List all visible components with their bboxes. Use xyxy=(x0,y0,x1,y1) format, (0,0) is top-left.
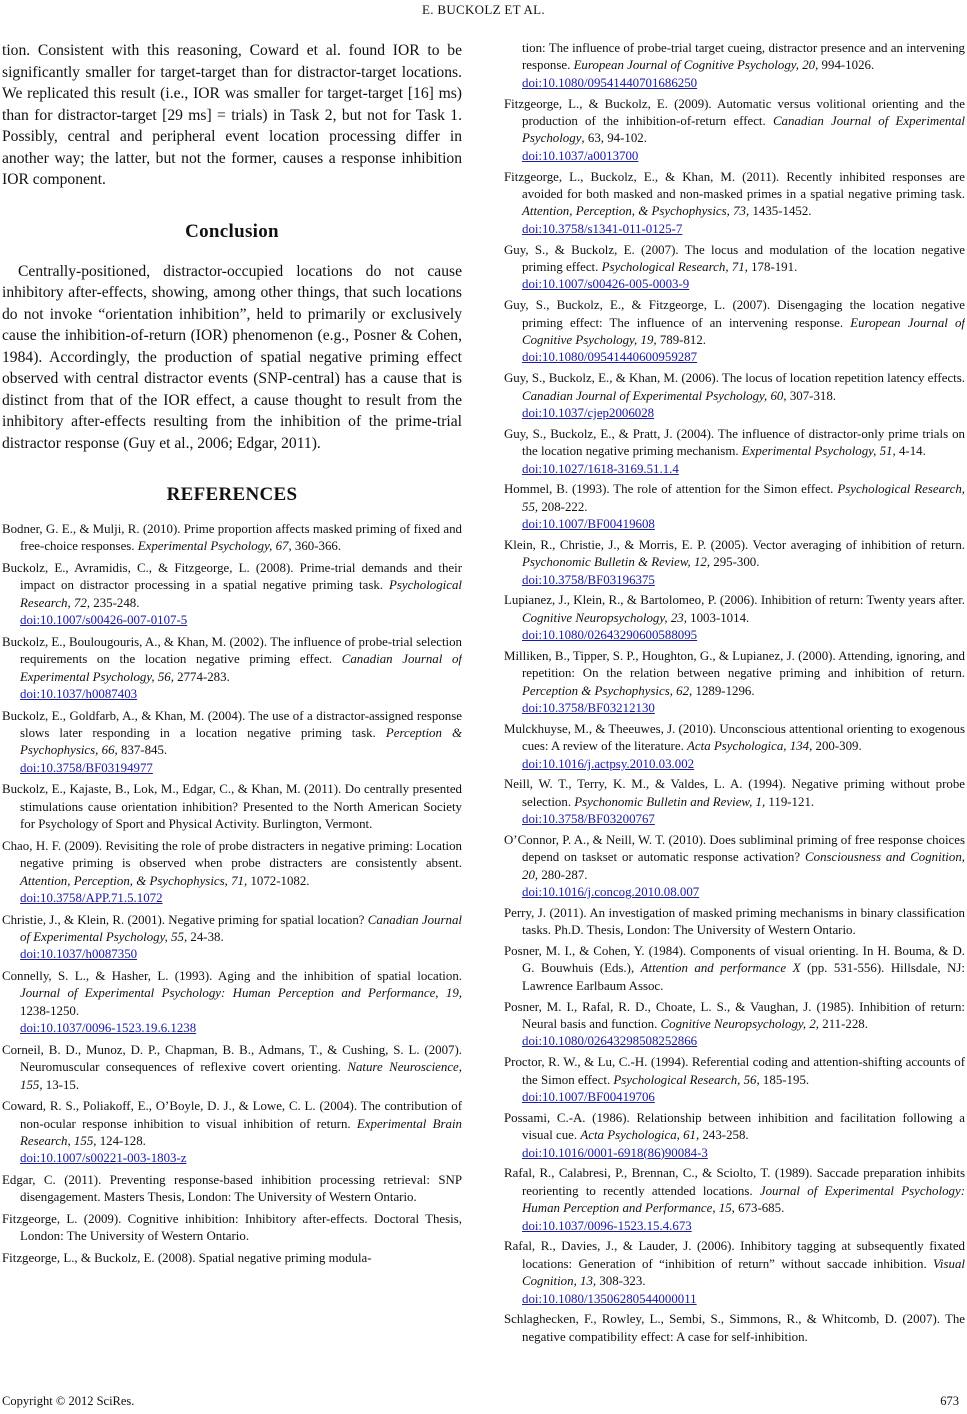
reference-pages: 185-195. xyxy=(759,1072,810,1087)
reference-pages: 308-323. xyxy=(596,1274,646,1289)
reference-journal: Acta Psychologica, 134, xyxy=(687,739,813,754)
reference-text: Milliken, B., Tipper, S. P., Houghton, G., & Lupianez, J. (2000). Attending, ignoring, and repetition: On the relation between negative priming and inhibition of return. xyxy=(504,648,965,681)
reference-item xyxy=(2,708,462,778)
reference-item xyxy=(2,912,462,964)
reference-journal: Psychonomic Bulletin and Review, 1, xyxy=(574,794,766,809)
reference-item xyxy=(504,242,965,294)
reference-item xyxy=(504,1054,965,1106)
doi-link[interactable]: doi:10.1080/02643298508252866 xyxy=(522,1034,698,1049)
reference-pages: 1003-1014. xyxy=(686,610,750,625)
body-paragraph: tion. Consistent with this reasoning, Coward et al. found IOR to be significantly smaller for target-target than for distractor-target locations. We replicated this result (i.e., IOR was smaller for target-target [16] ms) than for distractor-target [29 ms] = trials) in Task 2, but not for Task 1. Possibly, central and peripheral event location processing differ in another way; the latter, but not the former, causes a response inhibition IOR component. xyxy=(2,42,462,188)
reference-text: Neill, W. T., Terry, K. M., & Valdes, L. A. (1994). Negative priming without probe selection. xyxy=(504,777,965,809)
conclusion-heading: Conclusion xyxy=(185,220,279,242)
reference-journal: Acta Psychologica, 61, xyxy=(580,1128,700,1143)
reference-text: Christie, J., & Klein, R. (2001). Negative priming for spatial location? xyxy=(2,912,368,927)
reference-text: Edgar, C. (2011). Preventing response-based inhibition processing retrieval: SNP disengagement. Masters Thesis, London: The University of Western Ontario. xyxy=(2,1172,462,1205)
reference-journal: Psychological Research, 55, xyxy=(522,482,965,514)
reference-journal: European Journal of Cognitive Psychology, 19, xyxy=(522,315,965,347)
reference-journal: Journal of Experimental Psychology: Human Perception and Performance, 15, xyxy=(522,1183,965,1216)
doi-link[interactable]: doi:10.3758/BF03194977 xyxy=(20,760,153,775)
reference-item xyxy=(504,1311,965,1346)
reference-text: Posner, M. I., & Cohen, Y. (1984). Components of visual orienting. In H. Bouma, & D. G. Bouwhuis (Eds.), xyxy=(504,944,965,976)
reference-pages: 124-128. xyxy=(96,1133,146,1148)
reference-pages: 243-258. xyxy=(699,1128,749,1143)
reference-journal: Cognitive Neuropsychology, 2, xyxy=(660,1017,820,1032)
reference-text: O’Connor, P. A., & Neill, W. T. (2010). Does subliminal priming of free response choices depend on taskset or automatic response activation? xyxy=(504,832,965,865)
reference-text: Corneil, B. D., Munoz, D. P., Chapman, B. B., Admans, T., & Cushing, S. L. (2007). Neuromuscular consequences of reflexive covert orienting. xyxy=(2,1042,462,1075)
reference-journal: Experimental Psychology, 67, xyxy=(137,539,292,554)
reference-item xyxy=(2,968,462,1038)
reference-item xyxy=(504,1110,965,1162)
doi-link[interactable]: doi:10.1027/1618-3169.51.1.4 xyxy=(522,461,679,476)
reference-item xyxy=(504,481,965,533)
reference-journal: Visual Cognition, 13, xyxy=(522,1256,965,1289)
reference-pages: 1289-1296. xyxy=(692,683,755,698)
doi-link[interactable]: doi:10.1037/0096-1523.19.6.1238 xyxy=(20,1021,197,1036)
reference-item xyxy=(2,521,462,556)
reference-text: Guy, S., Buckolz, E., & Khan, M. (2006). The locus of location repetition latency effects. xyxy=(504,371,965,386)
reference-journal: Attention and performance X xyxy=(640,961,801,976)
reference-pages: 235-248. xyxy=(90,595,140,610)
reference-text: Possami, C.-A. (1986). Relationship between inhibition and facilitation following a visual cue. xyxy=(504,1110,965,1143)
doi-link[interactable]: doi:10.1080/02643290600588095 xyxy=(522,628,698,643)
reference-item xyxy=(2,1211,462,1246)
doi-link[interactable]: doi:10.1016/0001-6918(86)90084-3 xyxy=(522,1145,708,1160)
reference-item xyxy=(2,1250,462,1267)
reference-pages: 295-300. xyxy=(710,555,760,570)
copyright-footer: Copyright © 2012 SciRes. xyxy=(2,1394,135,1408)
reference-item xyxy=(504,426,965,478)
reference-pages: 280-287. xyxy=(538,867,588,882)
reference-text: Chao, H. F. (2009). Revisiting the role of probe distracters in negative priming: Location negative priming is observed when probe distracters are consistently absent. xyxy=(2,838,462,871)
reference-journal: Perception & Psychophysics, 62, xyxy=(522,683,693,698)
reference-text: Buckolz, E., Boulougouris, A., & Khan, M. (2002). The influence of probe-trial selection requirements on the location negative priming effect. xyxy=(2,634,462,667)
reference-text: Rafal, R., Davies, J., & Lauder, J. (2006). Inhibitory tagging at subsequently fixated locations: Generation of “inhibition of return” without saccade inhibition. xyxy=(504,1239,965,1271)
left-column xyxy=(2,40,462,1271)
reference-item xyxy=(504,297,965,367)
reference-text: Connelly, S. L., & Hasher, L. (1993). Aging and the inhibition of spatial location. xyxy=(2,968,462,983)
reference-list-right xyxy=(504,40,965,1346)
doi-link[interactable]: doi:10.3758/BF03212130 xyxy=(522,701,655,716)
reference-item xyxy=(2,838,462,908)
reference-text: Fitzgeorge, L., & Buckolz, E. (2008). Spatial negative priming modula- xyxy=(2,1250,372,1265)
reference-pages: 2774-283. xyxy=(173,669,230,684)
reference-pages: 24-38. xyxy=(187,929,224,944)
reference-text: Schlaghecken, F., Rowley, L., Sembi, S., Simmons, R., & Whitcomb, D. (2007). The negative compatibility effect: A case for self-inhibition. xyxy=(504,1312,965,1344)
reference-pages: 994-1026. xyxy=(818,58,875,73)
reference-journal: Psychological Research, 56, xyxy=(613,1072,760,1087)
page-number: 673 xyxy=(940,1394,959,1408)
doi-link[interactable]: doi:10.1080/13506280544000011 xyxy=(522,1291,697,1306)
doi-link[interactable]: doi:10.1037/0096-1523.15.4.673 xyxy=(522,1218,692,1233)
reference-pages: 673-685. xyxy=(734,1201,785,1216)
doi-link[interactable]: doi:10.1037/cjep2006028 xyxy=(522,406,655,420)
reference-text: Hommel, B. (1993). The role of attention for the Simon effect. xyxy=(504,482,838,497)
reference-journal: Cognitive Neuropsychology, 23, xyxy=(522,610,687,625)
reference-text: Mulckhuyse, M., & Theeuwes, J. (2010). Unconscious attentional orienting to exogenous cues: A review of the literature. xyxy=(504,721,965,754)
reference-journal: Psychological Research, 72, xyxy=(20,578,462,610)
reference-pages: 837-845. xyxy=(117,743,168,758)
references-heading: REFERENCES xyxy=(166,484,298,505)
reference-text: Rafal, R., Calabresi, P., Brennan, C., & Sciolto, T. (1989). Saccade preparation inhibits reorienting to recently attended locations. xyxy=(504,1166,965,1198)
reference-item xyxy=(504,592,965,644)
reference-item xyxy=(504,1165,965,1235)
reference-pages: 360-366. xyxy=(291,539,342,554)
reference-journal: Perception & Psychophysics, 66, xyxy=(20,725,462,758)
reference-item xyxy=(2,1042,462,1094)
doi-link[interactable]: doi:10.1007/BF00419608 xyxy=(522,517,655,532)
reference-pages: , 63, 94-102. xyxy=(581,131,647,146)
reference-text: Lupianez, J., Klein, R., & Bartolomeo, P. (2006). Inhibition of return: Twenty years after. xyxy=(504,593,965,608)
reference-text: Bodner, G. E., & Mulji, R. (2010). Prime proportion affects masked priming of fixed and free-choice responses. xyxy=(2,522,462,554)
reference-text: Perry, J. (2011). An investigation of masked priming mechanisms in binary classification tasks. Ph.D. Thesis, London: The University of Western Ontario. xyxy=(504,905,965,938)
doi-link[interactable]: doi:10.1037/h0087350 xyxy=(20,947,138,962)
reference-journal: Attention, Perception, & Psychophysics, 73, xyxy=(522,204,750,219)
reference-journal: European Journal of Cognitive Psychology, 20, xyxy=(573,58,819,73)
reference-item xyxy=(504,537,965,589)
reference-item xyxy=(2,560,462,630)
reference-pages: (pp. 531-556). Hillsdale, NJ: Lawrence Earlbaum Assoc. xyxy=(522,961,965,993)
reference-journal: Experimental Psychology, 51, xyxy=(741,444,896,459)
reference-text: Buckolz, E., Avramidis, C., & Fitzgeorge, L. (2008). Prime-trial demands and their impact on distractor processing in a spatial negative priming task. xyxy=(2,560,462,593)
reference-journal: Canadian Journal of Experimental Psychology, 60, xyxy=(522,388,787,403)
reference-item xyxy=(504,370,965,422)
reference-text: tion: The influence of probe-trial target cueing, distractor presence and an intervening response. xyxy=(522,41,965,73)
reference-pages: 200-309. xyxy=(812,739,862,754)
reference-text: Guy, S., Buckolz, E., & Fitzgeorge, L. (2007). Disengaging the location negative priming effect: The influence of an intervening response. xyxy=(504,298,965,330)
reference-pages: 1238-1250. xyxy=(20,1003,80,1018)
doi-link[interactable]: doi:10.3758/BF03196375 xyxy=(522,572,655,587)
doi-link[interactable]: doi:10.1007/BF00419706 xyxy=(522,1090,655,1105)
doi-link[interactable]: doi:10.1080/09541440600959287 xyxy=(522,350,698,365)
right-column xyxy=(504,40,965,1349)
reference-item xyxy=(504,905,965,940)
reference-journal: Experimental Brain Research, 155, xyxy=(20,1116,462,1148)
reference-item xyxy=(504,96,965,166)
reference-journal: Psychonomic Bulletin & Review, 12, xyxy=(522,555,711,570)
doi-link[interactable]: doi:10.1007/s00426-007-0107-5 xyxy=(20,613,188,628)
reference-pages: 307-318. xyxy=(786,388,837,403)
reference-text: Coward, R. S., Poliakoff, E., O’Boyle, D. J., & Lowe, C. L. (2004). The contribution of non-ocular response inhibition to visual inhibition of return. xyxy=(2,1099,462,1131)
conclusion-paragraph: Centrally-positioned, distractor-occupied locations do not cause inhibitory after-effects, showing, among other things, that such locations do not invoke “orientation inhibition”, held to primarily or exclusively cause the inhibition-of-return (IOR) phenomenon (e.g., Posner & Cohen, 1984). Accordingly, the production of spatial negative priming effect observed with central distractor events (SNP-central) has a cause that is distinct from that of the IOR effect, a cause thought to result from the inhibitory after-effects resulting from the inhibition of the prime-trial distractor response (Guy et al., 2006; Edgar, 2011). xyxy=(2,262,462,452)
reference-item xyxy=(2,781,462,833)
reference-journal: Journal of Experimental Psychology: Human Perception and Performance, 19, xyxy=(20,986,462,1001)
reference-item xyxy=(2,1098,462,1168)
reference-pages: 211-228. xyxy=(819,1017,868,1032)
reference-journal: Nature Neuroscience, 155, xyxy=(20,1060,462,1092)
doi-link[interactable]: doi:10.1080/09541440701686250 xyxy=(522,75,698,90)
reference-pages: 1435-1452. xyxy=(749,204,812,219)
doi-link[interactable]: doi:10.1037/h0087403 xyxy=(20,687,138,702)
doi-link[interactable]: doi:10.1016/j.actpsy.2010.03.002 xyxy=(522,756,695,771)
reference-pages: 4-14. xyxy=(895,444,926,459)
reference-text: Klein, R., Christie, J., & Morris, E. P. (2005). Vector averaging of inhibition of return. xyxy=(504,537,965,552)
reference-journal: Consciousness and Cognition, 20, xyxy=(522,850,965,882)
reference-text: Buckolz, E., Goldfarb, A., & Khan, M. (2004). The use of a distractor-assigned response slows later responding in a location negative priming task. xyxy=(2,708,462,740)
reference-text: Posner, M. I., Rafal, R. D., Choate, L. S., & Vaughan, J. (1985). Inhibition of return: Neural basis and function. xyxy=(504,999,965,1032)
reference-item xyxy=(504,776,965,828)
reference-item xyxy=(504,169,965,239)
doi-link[interactable]: doi:10.1016/j.concog.2010.08.007 xyxy=(522,885,700,900)
reference-item xyxy=(504,721,965,773)
reference-text: Guy, S., & Buckolz, E. (2007). The locus and modulation of the location negative priming effect. xyxy=(504,242,965,274)
reference-pages: 789-812. xyxy=(656,333,707,347)
reference-pages: 178-191. xyxy=(747,260,798,274)
reference-journal: Canadian Journal of Experimental Psychology, 56, xyxy=(20,652,462,684)
reference-journal: Psychological Research, 71, xyxy=(601,260,748,274)
reference-item xyxy=(504,943,965,995)
running-header: E. BUCKOLZ ET AL. xyxy=(422,2,545,17)
reference-journal: Attention, Perception, & Psychophysics, 71, xyxy=(20,873,248,888)
reference-item xyxy=(2,634,462,704)
reference-list-left xyxy=(2,521,462,1267)
doi-link[interactable]: doi:10.1007/s00221-003-1803-z xyxy=(20,1151,187,1166)
doi-link[interactable]: doi:10.1007/s00426-005-0003-9 xyxy=(522,277,690,292)
reference-item xyxy=(2,1172,462,1207)
reference-item xyxy=(504,832,965,902)
reference-text: Guy, S., Buckolz, E., & Pratt, J. (2004). The influence of distractor-only prime trials on the location negative priming mechanism. xyxy=(504,426,965,459)
doi-link[interactable]: doi:10.3758/s1341-011-0125-7 xyxy=(522,221,683,236)
reference-text: Fitzgeorge, L., Buckolz, E., & Khan, M. (2011). Recently inhibited responses are avoided for both masked and non-masked primes in a spatial negative priming task. xyxy=(504,169,965,201)
doi-link[interactable]: doi:10.1037/a0013700 xyxy=(522,148,639,163)
reference-pages: 119-121. xyxy=(765,794,815,809)
doi-link[interactable]: doi:10.3758/APP.71.5.1072 xyxy=(20,891,163,906)
reference-text: Fitzgeorge, L., & Buckolz, E. (2009). Automatic versus volitional orienting and the production of the inhibition-of-return effect. xyxy=(504,96,965,128)
doi-link[interactable]: doi:10.3758/BF03200767 xyxy=(522,812,655,827)
reference-item xyxy=(504,999,965,1051)
reference-journal: Canadian Journal of Experimental Psychology xyxy=(522,114,965,146)
reference-item xyxy=(504,40,965,92)
reference-text: Proctor, R. W., & Lu, C.-H. (1994). Referential coding and attention-shifting accounts of the Simon effect. xyxy=(504,1055,965,1087)
reference-pages: 1072-1082. xyxy=(247,873,310,888)
reference-item xyxy=(504,648,965,718)
reference-journal: Canadian Journal of Experimental Psychology, 55, xyxy=(20,912,462,944)
reference-text: Buckolz, E., Kajaste, B., Lok, M., Edgar, C., & Khan, M. (2011). Do centrally presented stimulations cause orientation inhibition? Presented to the North American Society for Psychology of Sport and Physical Activity. Burlington, Vermont. xyxy=(2,782,462,832)
reference-pages: 208-222. xyxy=(538,499,588,514)
reference-pages: 13-15. xyxy=(42,1077,80,1092)
reference-item xyxy=(504,1238,965,1308)
reference-text: Fitzgeorge, L. (2009). Cognitive inhibition: Inhibitory after-effects. Doctoral Thesis, London: The University of Western Ontario. xyxy=(2,1211,462,1244)
